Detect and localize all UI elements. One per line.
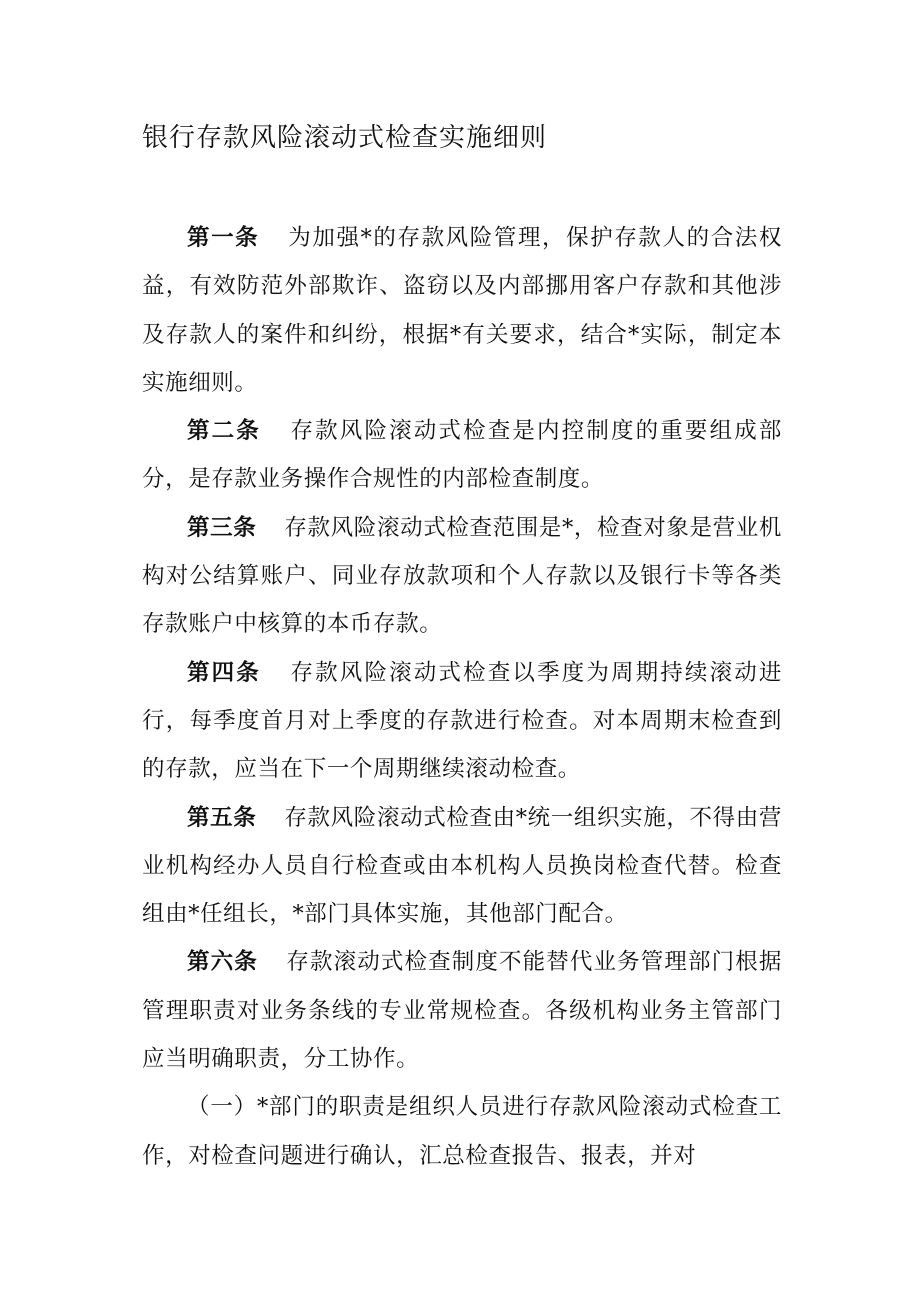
article-5	[142, 794, 782, 939]
article-3	[142, 504, 782, 649]
article-text: 存款风险滚动式检查由*统一组织实施，不得由营业机构经办人员自行检查或由本机构人员换岗检查代替。检查组由*任组长，*部门具体实施，其他部门配合。	[142, 804, 782, 928]
article-text: 为加强*的存款风险管理，保护存款人的合法权益，有效防范外部欺诈、盗窃以及内部挪用客户存款和其他涉及存款人的案件和纠纷，根据*有关要求，结合*实际，制定本实施细则。	[142, 225, 782, 396]
article-text: 存款风险滚动式检查是内控制度的重要组成部分，是存款业务操作合规性的内部检查制度。	[142, 418, 782, 493]
article-text: 存款风险滚动式检查范围是*，检查对象是营业机构对公结算账户、同业存放款项和个人存款以及银行卡等各类存款账户中核算的本币存款。	[142, 514, 782, 638]
article-label: 第六条	[187, 949, 258, 976]
article-1	[142, 214, 782, 407]
article-4	[142, 649, 782, 794]
article-label: 第二条	[187, 418, 261, 445]
article-text: 存款风险滚动式检查以季度为周期持续滚动进行，每季度首月对上季度的存款进行检查。对本周期末检查到的存款，应当在下一个周期继续滚动检查。	[142, 659, 782, 783]
article-label: 第四条	[187, 659, 261, 686]
article-2	[142, 407, 782, 504]
document-title: 银行存款风险滚动式检查实施细则	[142, 123, 548, 153]
article-label: 第一条	[187, 225, 260, 251]
article-text: 存款滚动式检查制度不能替代业务管理部门根据管理职责对业务条线的专业常规检查。各级机构业务主管部门应当明确职责，分工协作。	[142, 949, 782, 1073]
article-label: 第五条	[187, 804, 257, 831]
document-body	[142, 214, 782, 1180]
article-label: 第三条	[187, 514, 257, 541]
clause-text: （一）*部门的职责是组织人员进行存款风险滚动式检查工作，对检查问题进行确认，汇总检查报告、报表，并对	[142, 1094, 782, 1169]
article-6	[142, 938, 782, 1083]
clause-1	[142, 1083, 782, 1180]
